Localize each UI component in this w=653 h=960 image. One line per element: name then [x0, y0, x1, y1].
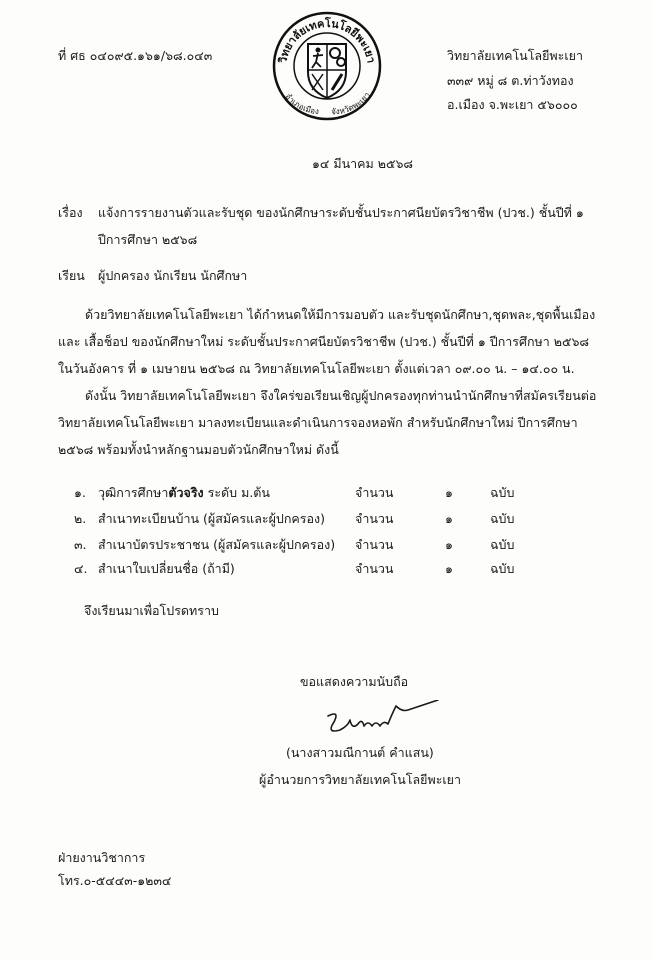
item-qty: ๑: [445, 485, 453, 500]
phone-number: โทร.๐-๕๔๔๓-๑๒๓๔: [58, 873, 172, 888]
item-label: สำเนาบัตรประชาชน (ผู้สมัครและผู้ปกครอง): [98, 537, 336, 552]
college-logo: [268, 10, 386, 122]
department: ฝ่ายงานวิชาการ: [58, 850, 146, 865]
recipient-value: ผู้ปกครอง นักเรียน นักศึกษา: [98, 268, 248, 283]
item-unit: ฉบับ: [490, 511, 515, 526]
logo-top-text: วิทยาลัยเทคโนโลยีพะเยา: [276, 16, 378, 65]
logo-bottom-left-text: อำเภอเมือง: [283, 91, 320, 117]
reference-number: ที่ ศธ ๐๔๐๙๕.๑๖๑/๖๘.๐๔๓: [58, 48, 213, 63]
address-line-2: อ.เมือง จ.พะเยา ๕๖๐๐๐: [447, 97, 578, 112]
signatory-name: (นางสาวมณีกานต์ คำแสน): [286, 745, 434, 760]
item-qty: ๑: [445, 561, 453, 576]
item-label: วุฒิการศึกษาตัวจริง ระดับ ม.ต้น: [98, 485, 270, 500]
body-paragraph-1: ด้วยวิทยาลัยเทคโนโลยีพะเยา ได้กำหนดให้มีการมอบตัว และรับชุดนักศึกษา,ชุดพละ,ชุดพื้นเมือง และ เสื้อช็อป ของนักศึกษาใหม่ ระดับชั้นประกาศนียบัตรวิชาชีพ (ปวช.) ชั้นปีที่ ๑ ปีการศึกษา ๒๕๖๘ ในวันอังคาร ที่ ๑ เมษายน ๒๕๖๘ ณ วิทยาลัยเทคโนโลยีพะเยา ตั้งแต่เวลา ๐๙.๐๐ น. – ๑๔.๐๐ น.: [58, 307, 596, 376]
regards-text: ขอแสดงความนับถือ: [300, 674, 409, 689]
item-unit: ฉบับ: [490, 485, 515, 500]
closing-text: จึงเรียนมาเพื่อโปรดทราบ: [84, 603, 219, 618]
item-qty-label: จำนวน: [355, 511, 394, 526]
item-number: ๒.: [74, 511, 87, 526]
item-qty-label: จำนวน: [355, 485, 394, 500]
recipient-label: เรียน: [58, 268, 85, 283]
document-date: ๑๔ มีนาคม ๒๕๖๘: [312, 156, 414, 171]
item-number: ๑.: [74, 485, 86, 500]
item-qty-label: จำนวน: [355, 561, 394, 576]
address-line-1: ๓๓๙ หมู่ ๘ ต.ท่าวังทอง: [447, 73, 574, 88]
item-qty: ๑: [445, 511, 453, 526]
signatory-position: ผู้อำนวยการวิทยาลัยเทคโนโลยีพะเยา: [259, 772, 462, 787]
item-qty-label: จำนวน: [355, 537, 394, 552]
item-number: ๓.: [74, 537, 87, 552]
item-unit: ฉบับ: [490, 537, 515, 552]
subject-label: เรื่อง: [58, 205, 83, 220]
logo-bottom-right-text: จังหวัดพะเยา: [331, 90, 372, 117]
item-label: สำเนาทะเบียนบ้าน (ผู้สมัครและผู้ปกครอง): [98, 511, 325, 526]
signature-image: [318, 700, 443, 747]
item-qty: ๑: [445, 537, 453, 552]
subject-line-2: ปีการศึกษา ๒๕๖๘: [98, 232, 198, 247]
item-unit: ฉบับ: [490, 561, 515, 576]
org-name: วิทยาลัยเทคโนโลยีพะเยา: [447, 48, 583, 63]
item-number: ๔.: [74, 561, 88, 576]
body-paragraph-2: ดังนั้น วิทยาลัยเทคโนโลยีพะเยา จึงใคร่ขอเรียนเชิญผู้ปกครองทุกท่านนำนักศึกษาที่สมัครเรียนต่อวิทยาลัยเทคโนโลยีพะเยา มาลงทะเบียนและดำเนินการจองหอพัก สำหรับนักศึกษาใหม่ ปีการศึกษา ๒๕๖๘ พร้อมทั้งนำหลักฐานมอบตัวนักศึกษาใหม่ ดังนี้: [58, 388, 597, 457]
item-label: สำเนาใบเปลี่ยนชื่อ (ถ้ามี): [98, 561, 235, 576]
subject-line-1: แจ้งการรายงานตัวและรับชุด ของนักศึกษาระดับชั้นประกาศนียบัตรวิชาชีพ (ปวช.) ชั้นปีที่ ๑: [98, 205, 584, 220]
